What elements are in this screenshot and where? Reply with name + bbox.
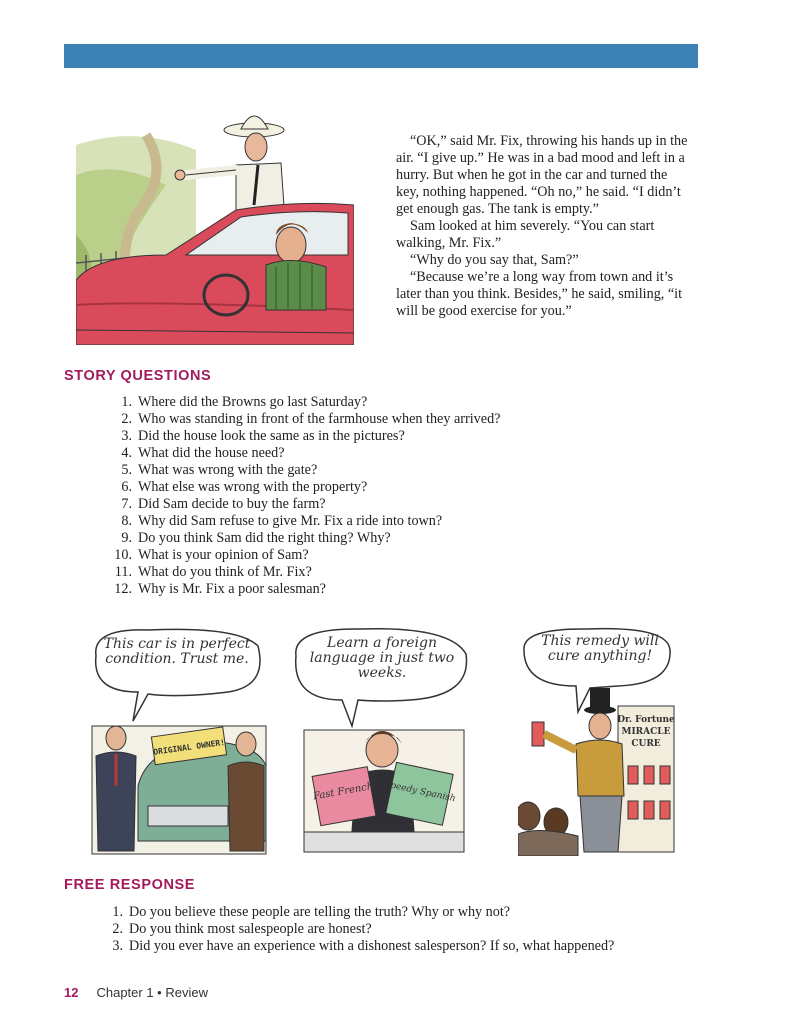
question-item	[116, 479, 500, 496]
free-response-text: Do you think most salespeople are honest?	[129, 921, 372, 937]
question-item	[116, 394, 500, 411]
top-banner	[64, 44, 698, 68]
free-response-heading: FREE RESPONSE	[64, 877, 196, 893]
question-number: 1.	[121, 394, 132, 410]
story-paragraph: “Because we’re a long way from town and it’s later than you think. Besides,” he said, smiling, “it will be good exercise for you.”	[396, 269, 683, 319]
chapter-label: Chapter 1 • Review	[96, 985, 208, 1000]
free-response-list	[107, 904, 614, 955]
question-number: 2.	[121, 411, 132, 427]
story-paragraph: “OK,” said Mr. Fix, throwing his hands up in the air. “I give up.” He was in a bad mood and left in a hurry. But when he got in the car and turned the key, nothing happened. “Oh no,” he said. “I didn’t get enough gas. The tank is empty.”	[396, 133, 688, 217]
page-footer	[64, 985, 208, 1000]
cartoon-car-salesman	[88, 626, 270, 856]
fast-french-label: Fast French	[312, 781, 375, 803]
question-text: What was wrong with the gate?	[138, 462, 318, 478]
question-number: 6.	[121, 479, 132, 495]
sign-line-3: CURE	[631, 739, 661, 749]
question-item	[116, 428, 500, 445]
question-item	[116, 411, 500, 428]
cartoon-language-teacher	[290, 626, 472, 856]
question-text: What is your opinion of Sam?	[138, 547, 309, 563]
question-text: Do you think Sam did the right thing? Why?	[138, 530, 391, 546]
free-response-item	[107, 904, 614, 921]
question-text: Why did Sam refuse to give Mr. Fix a ride into town?	[138, 513, 443, 529]
question-number: 7.	[121, 496, 132, 512]
question-text: Did the house look the same as in the pictures?	[138, 428, 405, 444]
question-number: 11.	[114, 564, 132, 580]
question-text: Why is Mr. Fix a poor salesman?	[138, 581, 326, 597]
free-response-number: 2.	[112, 921, 123, 937]
story-illustration	[76, 105, 354, 345]
question-item	[116, 581, 500, 598]
question-number: 9.	[121, 530, 132, 546]
question-item	[116, 547, 500, 564]
question-text: What do you think of Mr. Fix?	[138, 564, 312, 580]
question-item	[116, 564, 500, 581]
question-text: Did Sam decide to buy the farm?	[138, 496, 326, 512]
question-number: 12.	[114, 581, 132, 597]
question-item	[116, 496, 500, 513]
story-text	[396, 133, 692, 320]
question-item	[116, 462, 500, 479]
car-salesman-speech: This car is in perfect condition. Trust me.	[103, 636, 251, 667]
question-text: Who was standing in front of the farmhouse when they arrived?	[138, 411, 501, 427]
sign-line-2: MIRACLE	[621, 727, 671, 737]
question-item	[116, 530, 500, 547]
question-number: 8.	[121, 513, 132, 529]
language-teacher-speech: Learn a foreign language in just two weeks.	[309, 635, 455, 681]
story-paragraph: Sam looked at him severely. “You can start walking, Mr. Fix.”	[396, 218, 655, 251]
question-number: 4.	[121, 445, 132, 461]
question-item	[116, 445, 500, 462]
sign-line-1: Dr. Fortune	[617, 715, 675, 725]
question-text: What else was wrong with the property?	[138, 479, 368, 495]
free-response-text: Did you ever have an experience with a dishonest salesperson? If so, what happened?	[129, 938, 615, 954]
car-sign-label: ORIGINAL OWNER!	[152, 737, 226, 757]
free-response-number: 1.	[112, 904, 123, 920]
free-response-item	[107, 938, 614, 955]
story-questions-list	[116, 394, 500, 598]
cartoon-miracle-cure	[518, 626, 700, 856]
question-text: What did the house need?	[138, 445, 285, 461]
speedy-spanish-label: Speedy Spanish	[383, 779, 457, 805]
story-paragraph: “Why do you say that, Sam?”	[410, 252, 579, 268]
free-response-item	[107, 921, 614, 938]
question-item	[116, 513, 500, 530]
story-questions-heading: STORY QUESTIONS	[64, 368, 212, 384]
question-text: Where did the Browns go last Saturday?	[138, 394, 368, 410]
question-number: 10.	[114, 547, 132, 563]
question-number: 5.	[121, 462, 132, 478]
question-number: 3.	[121, 428, 132, 444]
miracle-cure-speech: This remedy will cure anything!	[541, 633, 659, 664]
page-number: 12	[64, 985, 79, 1000]
free-response-number: 3.	[112, 938, 123, 954]
free-response-text: Do you believe these people are telling the truth? Why or why not?	[129, 904, 511, 920]
